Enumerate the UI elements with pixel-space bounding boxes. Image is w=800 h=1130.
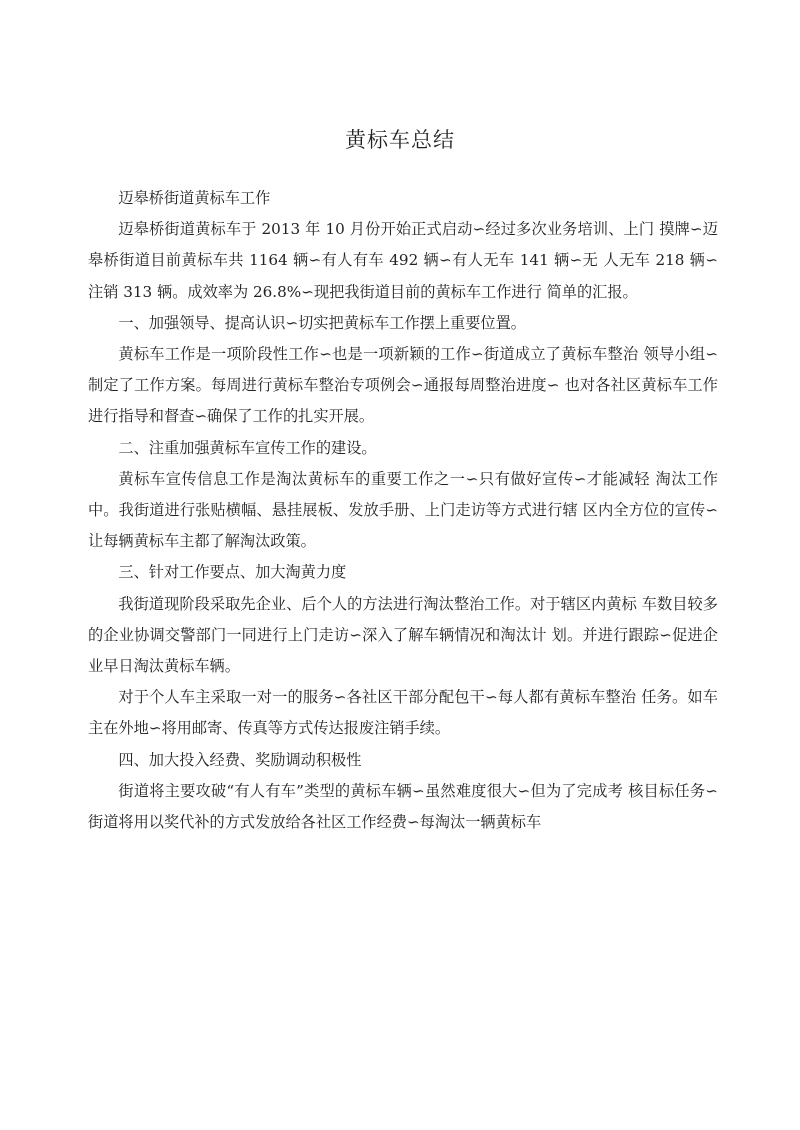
document-title: 黄标车总结 [345, 128, 455, 152]
paragraph: 街道将主要攻破“有人有车”类型的黄标车辆∽虽然难度很大∽但为了完成考 核目标任务∽街道将用以奖代补的方式发放给各社区工作经费∽每淘汰一辆黄标车 [88, 781, 718, 832]
paragraph: 黄标车宣传信息工作是淘汰黄标车的重要工作之一∽只有做好宣传∽才能减轻 淘汰工作中。我街道进行张贴横幅、悬挂展板、发放手册、上门走访等方式进行辖 区内全方位的宣传∽让每辆黄标车主都了解淘汰政策。 [88, 469, 718, 551]
document-body [88, 183, 718, 838]
paragraph: 我街道现阶段采取先企业、后个人的方法进行淘汰整治工作。对于辖区内黄标 车数目较多的企业协调交警部门一同进行上门走访∽深入了解车辆情况和淘汰计 划。并进行跟踪∽促进企业早日淘汰黄标车辆。 [88, 594, 718, 676]
section-heading: 迈皋桥街道黄标车工作 [118, 189, 271, 207]
section-heading: 一、加强领导、提高认识∽切实把黄标车工作摆上重要位置。 [118, 313, 526, 332]
section-heading: 二、注重加强黄标车宣传工作的建设。 [118, 438, 377, 457]
section-heading: 三、针对工作要点、加大淘黄力度 [118, 563, 347, 582]
paragraph: 迈皋桥街道黄标车于 2013 年 10 月份开始正式启动∽经过多次业务培训、上门 摸牌∽迈皋桥街道目前黄标车共 1164 辆∽有人有车 492 辆∽有人无车 141 辆∽无 人无车 218 辆∽注销 313 辆。成效率为 26.8%∽现把我街道目前的黄标车工作进行 简单的汇报。 [88, 220, 718, 301]
section-heading: 四、加大投入经费、奖励调动积极性 [118, 750, 362, 769]
paragraph: 对于个人车主采取一对一的服务∽各社区干部分配包干∽每人都有黄标车整治 任务。如车主在外地∽将用邮寄、传真等方式传达报废注销手续。 [88, 688, 718, 738]
paragraph: 黄标车工作是一项阶段性工作∽也是一项新颖的工作∽街道成立了黄标车整治 领导小组∽制定了工作方案。每周进行黄标车整治专项例会∽通报每周整治进度∽ 也对各社区黄标车工作进行指导和督查∽确保了工作的扎实开展。 [88, 345, 718, 426]
